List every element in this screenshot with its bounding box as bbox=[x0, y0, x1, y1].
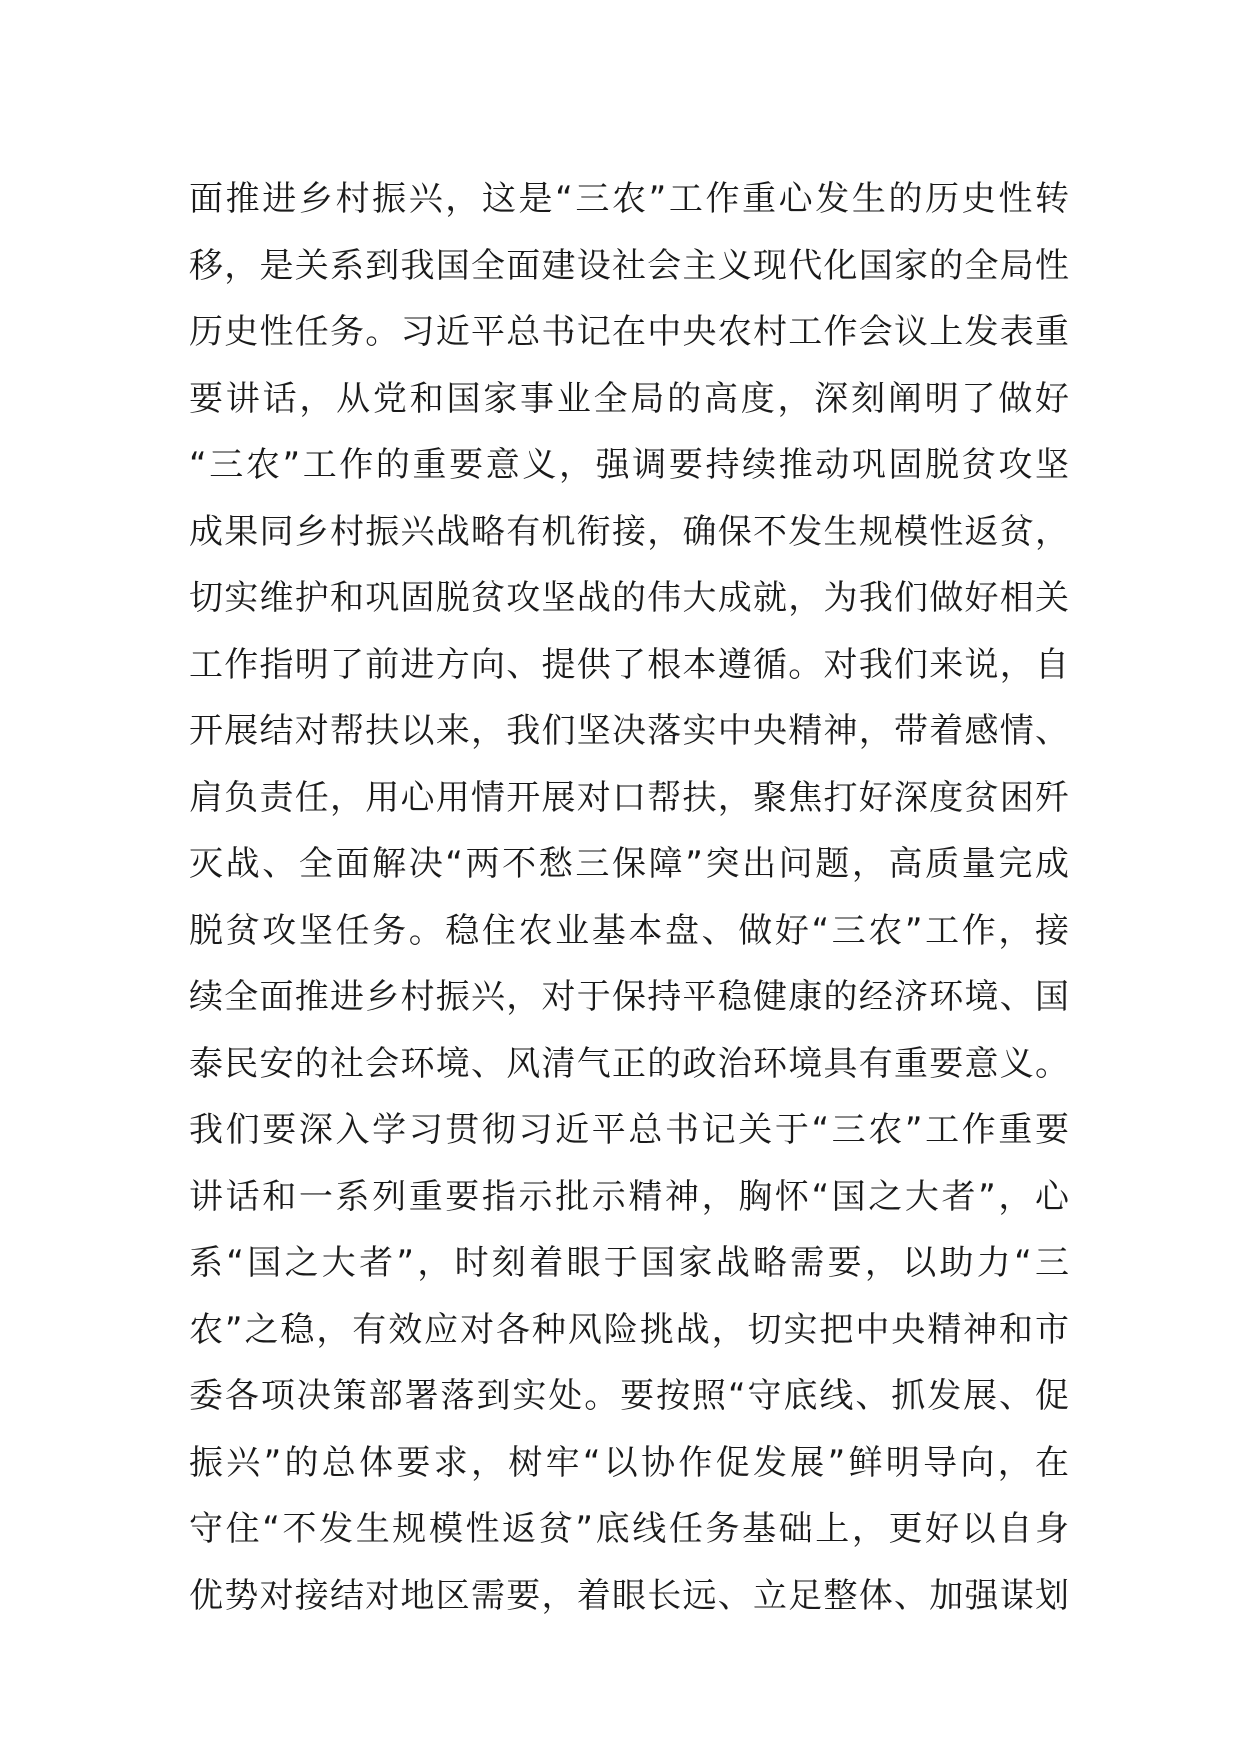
text-line: 历史性任务。习近平总书记在中央农村工作会议上发表重 bbox=[189, 312, 1069, 352]
text-line: 工作指明了前进方向、提供了根本遵循。对我们来说，自 bbox=[189, 644, 1069, 685]
text-line: 要讲话，从党和国家事业全局的高度，深刻阐明了做好 bbox=[189, 378, 1069, 419]
text-line: 续全面推进乡村振兴，对于保持平稳健康的经济环境、国 bbox=[189, 977, 1069, 1017]
text-line: 脱贫攻坚任务。稳住农业基本盘、做好“三农”工作，接 bbox=[189, 910, 1069, 951]
text-line: 肩负责任，用心用情开展对口帮扶，聚焦打好深度贫困歼 bbox=[189, 777, 1069, 818]
text-line: 优势对接结对地区需要，着眼长远、立足整体、加强谋划 bbox=[189, 1575, 1069, 1616]
text-line: 我们要深入学习贯彻习近平总书记关于“三农”工作重要 bbox=[189, 1110, 1069, 1150]
text-line: 系“国之大者”，时刻着眼于国家战略需要，以助力“三 bbox=[189, 1243, 1069, 1283]
text-line: 讲话和一系列重要指示批示精神，胸怀“国之大者”，心 bbox=[189, 1176, 1069, 1217]
text-line: 面推进乡村振兴，这是“三农”工作重心发生的历史性转 bbox=[189, 179, 1069, 219]
body-text bbox=[189, 166, 1069, 1629]
text-line: 振兴”的总体要求，树牢“以协作促发展”鲜明导向，在 bbox=[189, 1442, 1069, 1483]
text-line: 泰民安的社会环境、风清气正的政治环境具有重要意义。 bbox=[189, 1043, 1069, 1084]
text-line: 守住“不发生规模性返贫”底线任务基础上，更好以自身 bbox=[189, 1509, 1069, 1549]
text-line: 开展结对帮扶以来，我们坚决落实中央精神，带着感情、 bbox=[189, 711, 1069, 751]
text-line: 委各项决策部署落到实处。要按照“守底线、抓发展、促 bbox=[189, 1376, 1069, 1416]
text-line: 成果同乡村振兴战略有机衔接，确保不发生规模性返贫， bbox=[189, 511, 1069, 552]
text-line: 移，是关系到我国全面建设社会主义现代化国家的全局性 bbox=[189, 245, 1069, 286]
text-line: “三农”工作的重要意义，强调要持续推动巩固脱贫攻坚 bbox=[189, 445, 1069, 485]
text-line: 农”之稳，有效应对各种风险挑战，切实把中央精神和市 bbox=[189, 1309, 1069, 1350]
text-line: 灭战、全面解决“两不愁三保障”突出问题，高质量完成 bbox=[189, 844, 1069, 884]
text-line: 切实维护和巩固脱贫攻坚战的伟大成就，为我们做好相关 bbox=[189, 578, 1069, 618]
